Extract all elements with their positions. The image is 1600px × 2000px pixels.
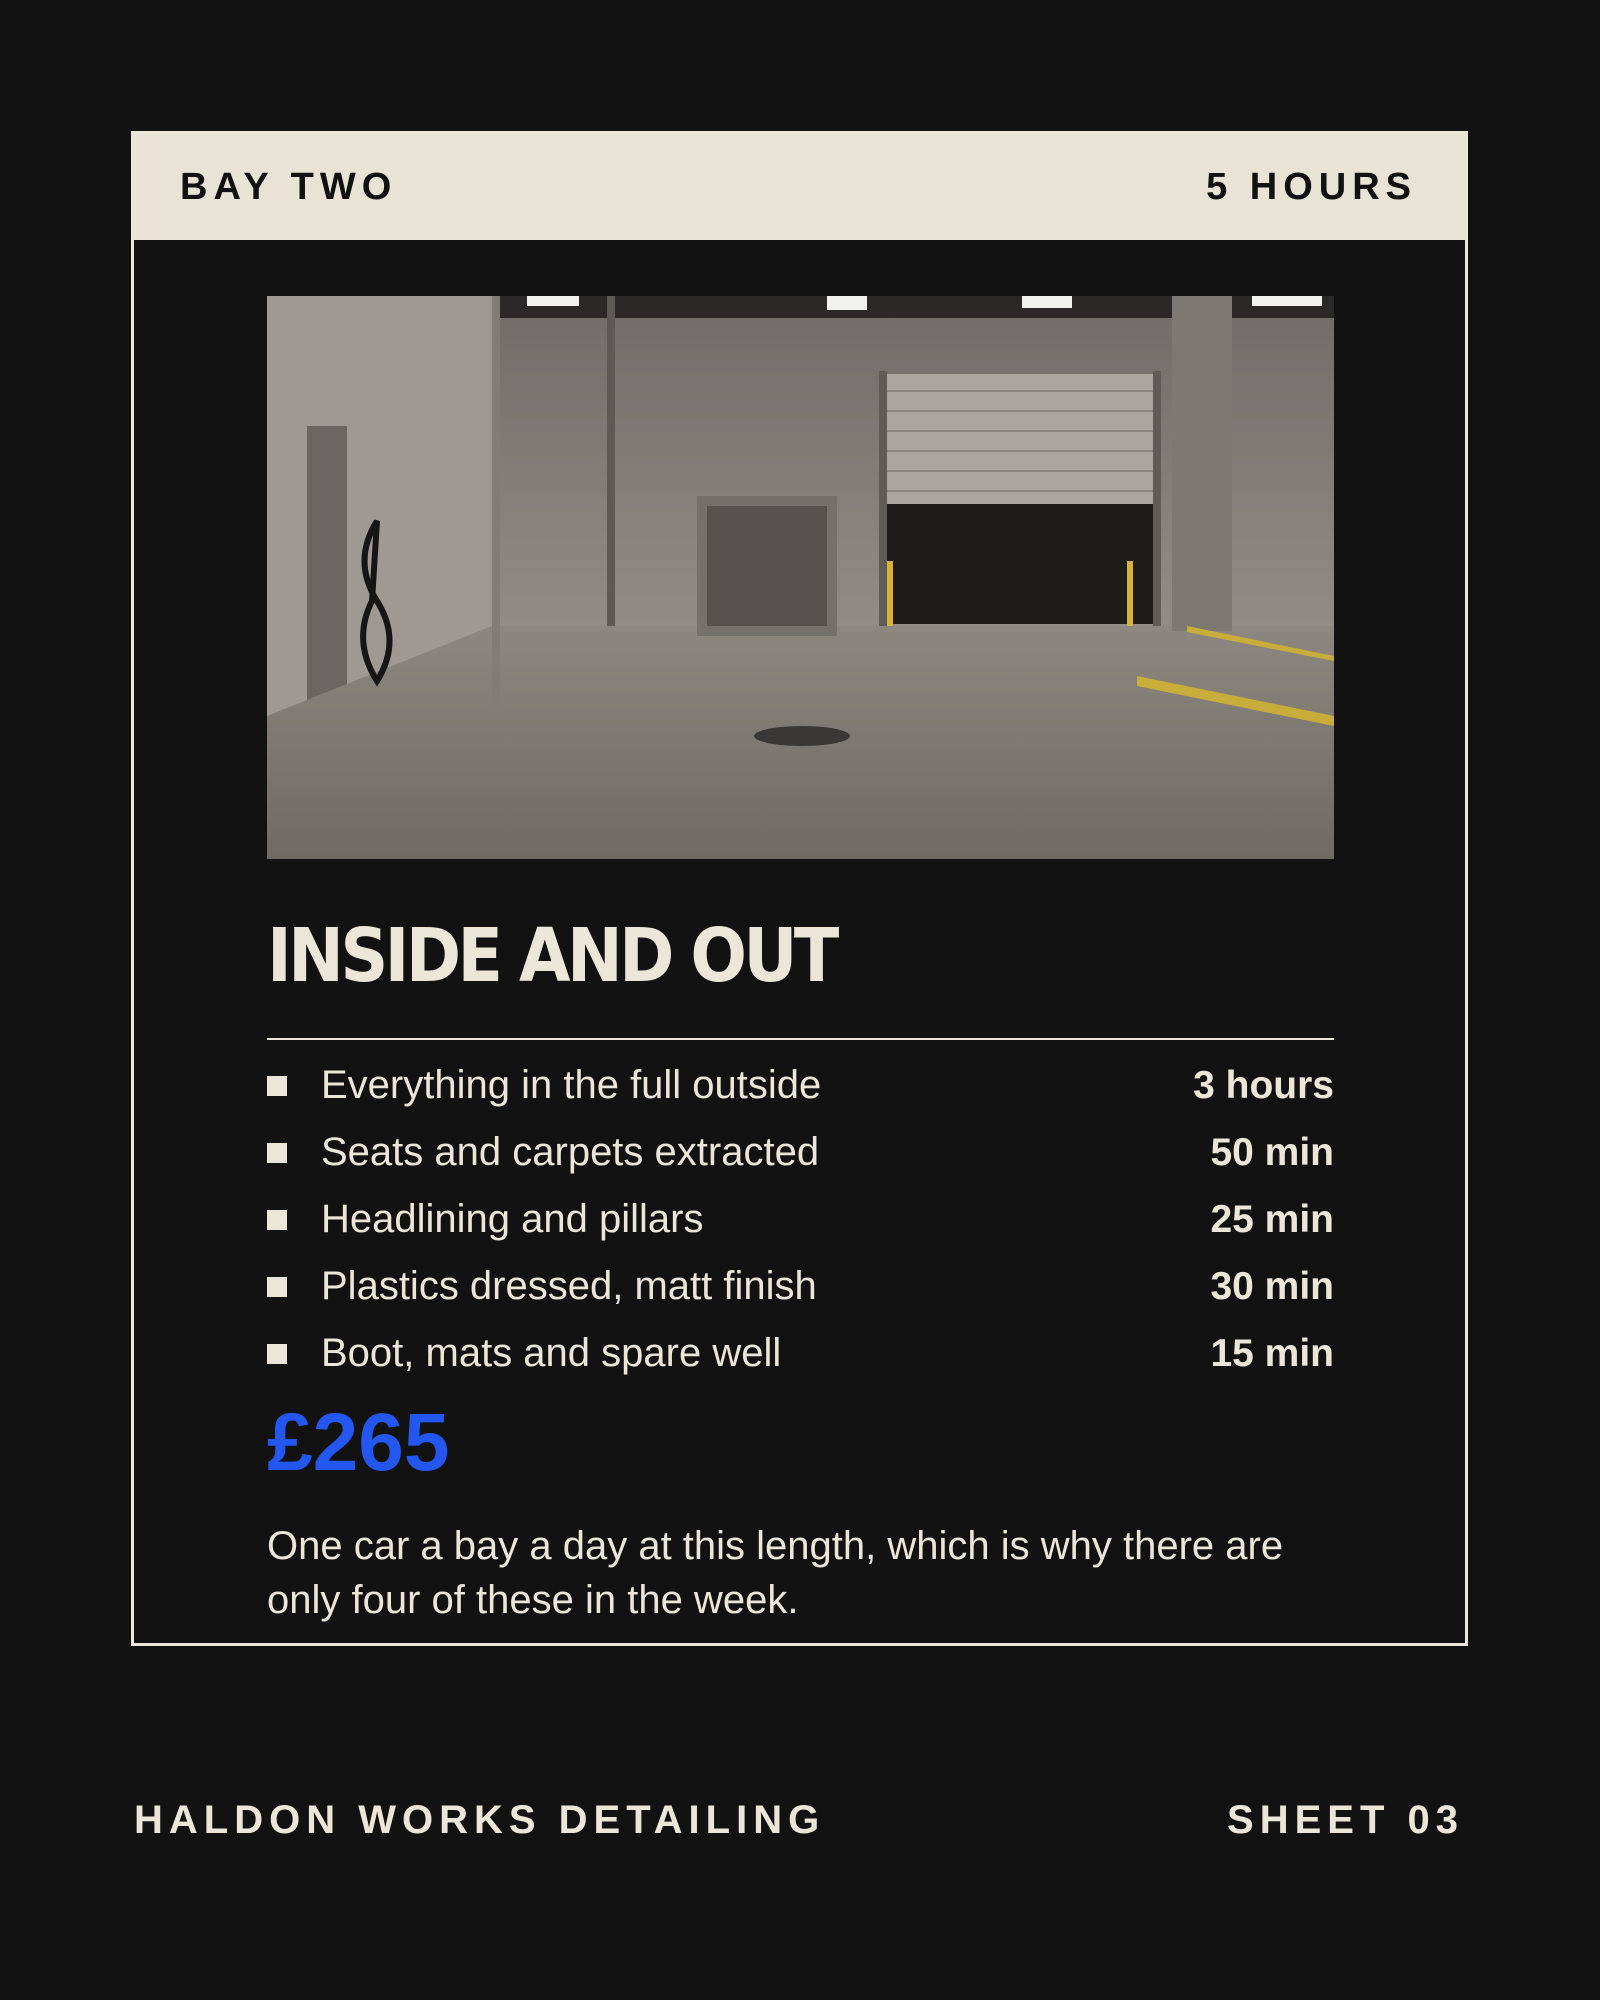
list-item bbox=[267, 1186, 1334, 1253]
square-bullet-icon bbox=[267, 1344, 287, 1364]
square-bullet-icon bbox=[267, 1277, 287, 1297]
square-bullet-icon bbox=[267, 1076, 287, 1096]
list-item bbox=[267, 1320, 1334, 1387]
garage-bay-photo bbox=[267, 296, 1334, 859]
list-item bbox=[267, 1253, 1334, 1320]
bay-label: BAY TWO bbox=[180, 165, 398, 208]
task-duration: 3 hours bbox=[1193, 1063, 1334, 1107]
task-label: Plastics dressed, matt finish bbox=[321, 1264, 817, 1308]
task-duration: 50 min bbox=[1210, 1130, 1334, 1174]
package-price: £265 bbox=[267, 1397, 450, 1488]
task-duration: 15 min bbox=[1210, 1331, 1334, 1375]
task-duration: 25 min bbox=[1210, 1197, 1334, 1241]
square-bullet-icon bbox=[267, 1210, 287, 1230]
task-label: Everything in the full outside bbox=[321, 1063, 822, 1107]
task-list bbox=[267, 1052, 1334, 1387]
title-divider bbox=[267, 1038, 1334, 1040]
card-header bbox=[134, 134, 1465, 240]
task-label: Boot, mats and spare well bbox=[321, 1331, 782, 1375]
list-item bbox=[267, 1119, 1334, 1186]
package-title: INSIDE AND OUT bbox=[267, 913, 836, 999]
task-label: Headlining and pillars bbox=[321, 1197, 704, 1241]
square-bullet-icon bbox=[267, 1143, 287, 1163]
task-label: Seats and carpets extracted bbox=[321, 1130, 820, 1174]
task-duration: 30 min bbox=[1210, 1264, 1334, 1308]
page-footer bbox=[134, 1798, 1464, 1843]
service-card bbox=[131, 131, 1468, 1646]
list-item bbox=[267, 1052, 1334, 1119]
duration-label: 5 HOURS bbox=[1206, 165, 1417, 208]
brand-name: HALDON WORKS DETAILING bbox=[134, 1798, 826, 1842]
package-note: One car a bay a day at this length, which is why there are only four of these in the week. bbox=[267, 1524, 1284, 1622]
sheet-number: SHEET 03 bbox=[1227, 1798, 1464, 1842]
